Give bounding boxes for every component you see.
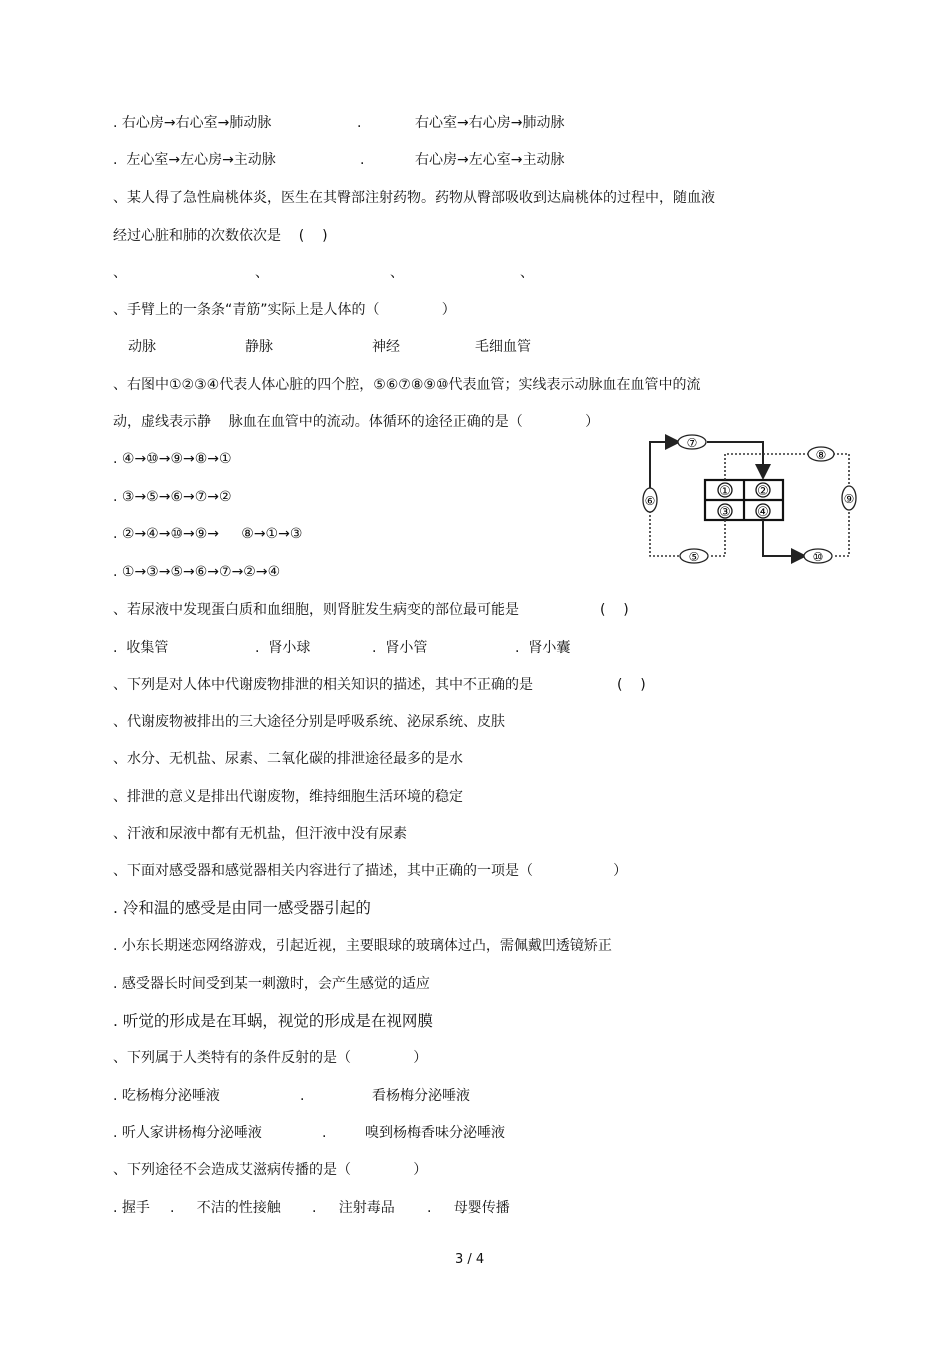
text-line-5-part-0: 、手臂上的一条条“青筋”实际上是人体的（ ）	[113, 302, 456, 318]
text-line-4-part-2: 、	[390, 265, 404, 281]
text-line-23-part-0: . 感受器长时间受到某一刺激时，会产生感觉的适应	[113, 976, 430, 992]
text-line-1-part-0: . 左心室→左心房→主动脉	[113, 152, 276, 168]
text-line-26-part-2: 看杨梅分泌唾液	[372, 1088, 470, 1104]
vessel-5-label: ⑤	[688, 550, 700, 564]
text-line-6-part-0: 动脉	[128, 339, 156, 355]
text-line-25-part-0: 、下列属于人类特有的条件反射的是（ ）	[113, 1050, 428, 1066]
text-line-6-part-3: 毛细血管	[475, 339, 531, 355]
text-line-29-part-1: . 不洁的性接触	[170, 1200, 281, 1216]
page-number: 3 / 4	[455, 1252, 485, 1267]
vessel-10-label: ⑩	[812, 550, 824, 564]
text-line-29-part-0: . 握手	[113, 1200, 150, 1216]
text-line-14-part-3: . 肾小囊	[515, 640, 571, 656]
vessel-9-label: ⑨	[843, 492, 855, 506]
text-line-26-part-0: . 吃杨梅分泌唾液	[113, 1088, 220, 1104]
text-line-19-part-0: 、汗液和尿液中都有无机盐，但汗液中没有尿素	[113, 826, 407, 842]
text-line-15-part-1: ( )	[617, 677, 646, 693]
vessel-6-label: ⑥	[644, 494, 656, 508]
text-line-0-part-1: .	[357, 115, 362, 131]
text-line-14-part-2: . 肾小管	[372, 640, 428, 656]
text-line-7-part-0: 、右图中①②③④代表人体心脏的四个腔，⑤⑥⑦⑧⑨⑩代表血管；实线表示动脉血在血管中的流	[113, 377, 701, 393]
text-line-13-part-0: 、若尿液中发现蛋白质和血细胞，则肾脏发生病变的部位最可能是	[113, 602, 519, 618]
vessel-8-label: ⑧	[815, 448, 827, 462]
text-line-4-part-0: 、	[113, 265, 127, 281]
text-line-29-part-3: . 母婴传播	[427, 1200, 510, 1216]
text-line-0-part-0: . 右心房→右心室→肺动脉	[113, 115, 272, 131]
text-line-18-part-0: 、排泄的意义是排出代谢废物，维持细胞生活环境的稳定	[113, 789, 463, 805]
text-line-2-part-0: 、某人得了急性扁桃体炎，医生在其臀部注射药物。药物从臀部吸收到达扁桃体的过程中，随血液	[113, 190, 715, 206]
text-line-12-part-0: . ①→③→⑤→⑥→⑦→②→④	[113, 564, 281, 580]
text-line-29-part-2: . 注射毒品	[312, 1200, 395, 1216]
text-line-27-part-0: . 听人家讲杨梅分泌唾液	[113, 1125, 262, 1141]
text-line-16-part-0: 、代谢废物被排出的三大途径分别是呼吸系统、泌尿系统、皮肤	[113, 714, 505, 730]
text-line-9-part-0: . ④→⑩→⑨→⑧→①	[113, 451, 232, 467]
circulation-diagram	[635, 420, 865, 580]
text-line-6-part-2: 神经	[372, 339, 400, 355]
chamber-3: ③	[719, 505, 731, 520]
text-line-15-part-0: 、下列是对人体中代谢废物排泄的相关知识的描述，其中不正确的是	[113, 677, 533, 693]
text-line-14-part-0: . 收集管	[113, 640, 169, 656]
text-line-10-part-0: . ③→⑤→⑥→⑦→②	[113, 489, 232, 505]
text-line-27-part-2: 嗅到杨梅香味分泌唾液	[365, 1125, 505, 1141]
text-line-20-part-0: 、下面对感受器和感觉器相关内容进行了描述，其中正确的一项是（ ）	[113, 863, 628, 879]
text-line-4-part-3: 、	[520, 265, 534, 281]
chamber-2: ②	[757, 484, 769, 499]
text-line-6-part-1: 静脉	[245, 339, 273, 355]
text-line-4-part-1: 、	[255, 265, 269, 281]
text-line-26-part-1: .	[300, 1088, 305, 1104]
text-line-11-part-0: . ②→④→⑩→⑨→ ⑧→①→③	[113, 526, 303, 542]
chamber-1: ①	[719, 484, 731, 499]
text-line-21-part-0: . 冷和温的感受是由同一感受器引起的	[113, 899, 371, 917]
text-line-28-part-0: 、下列途径不会造成艾滋病传播的是（ ）	[113, 1162, 428, 1178]
text-line-3-part-0: 经过心脏和肺的次数依次是 ( )	[113, 228, 328, 244]
text-line-0-part-2: 右心室→右心房→肺动脉	[415, 115, 565, 131]
text-line-1-part-1: .	[360, 152, 365, 168]
text-line-17-part-0: 、水分、无机盐、尿素、二氧化碳的排泄途径最多的是水	[113, 751, 463, 767]
text-line-14-part-1: . 肾小球	[255, 640, 311, 656]
text-line-1-part-2: 右心房→左心室→主动脉	[415, 152, 565, 168]
text-line-8-part-0: 动，虚线表示静 脉血在血管中的流动。体循环的途径正确的是（ ）	[113, 414, 600, 430]
chamber-4: ④	[757, 505, 769, 520]
vessel-7-label: ⑦	[686, 436, 698, 450]
text-line-27-part-1: .	[322, 1125, 327, 1141]
text-line-22-part-0: . 小东长期迷恋网络游戏，引起近视，主要眼球的玻璃体过凸，需佩戴凹透镜矫正	[113, 938, 612, 954]
text-line-24-part-0: . 听觉的形成是在耳蜗，视觉的形成是在视网膜	[113, 1012, 433, 1030]
text-line-13-part-1: ( )	[600, 602, 629, 618]
